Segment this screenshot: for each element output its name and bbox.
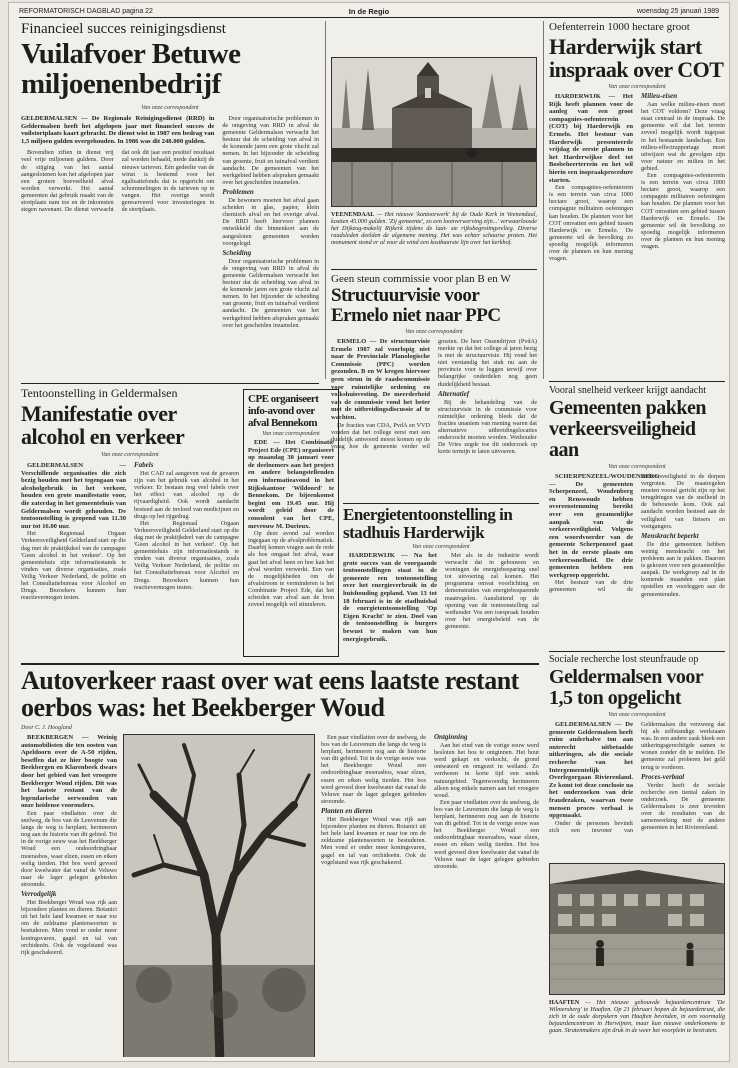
subhead: Scheiding: [222, 248, 252, 257]
photo-caption: HAAFTEN — Het nieuwe gebouwde bejaardencentrum 'De Wilmersberg' te Haaften. Op 21 februari hopen de bejaardenrust, die zich in de oude dorpskern van Haaften bevinden, in een voormalig bejaardencentrum in Herwijnen, maar kun nieuwe onderkomens te gaan. Stratenmakers zijn druk in de weer het voorplein te bestraten.: [549, 999, 725, 1034]
article-byline: Van onze correspondent: [101, 452, 159, 458]
article-body: HARDERWIJK — Het Rijk heeft plannen voor de aanleg van een groot compagnies-oefenterrein (COT) bij Harderwijk en Ermelo. Het bestuur van Harderwijk presenteerde vrijdag de eerste plannen in het Harderwijkse deel tot Bosbeheerterrein en het wil hierin een inspraakprocedure starten. Een compagnies-oefenterrein is een terrein van circa 1000 hectare groot, waarop een compagnie militairen oefeningen kan houden. De plannen voor het COT omvatten een gebied tussen Harderwijk en Ermelo. De gemeente wil de bevolking zo spoedig mogelijk informeren over de plannen en hun mening vragen. Milieu-eisen Aan welke milieu-eisen moet het COT voldoen? Deze vraag staat centraal in de inspraak. De gemeente wil dat het terrein zoveel mogelijk wordt ingepast in het bestaande landschap. Een milieu-effectrapportage moet uitwijzen wat de gevolgen zijn voor natuur en milieu in het gebied. Een compagnies-oefenterrein is een terrein van circa 1000 hectare groot, waarop een compagnie militairen oefeningen kan houden. De plannen voor het COT omvatten een gebied tussen Harderwijk en Ermelo. De gemeente wil de bevolking zo spoedig mogelijk informeren over de plannen en hun mening vragen.: [549, 92, 725, 263]
article-body: HARDERWIJK — Na het grote succes van de voorgaande tentoonstellingen staat in de gemeente een tentoonstelling over het energieverbruik in de huishouding gepland. Van 13 tot 18 februari is in de stadhuishal de energietentoonstelling 'Op Eigen Kracht' te zien. Doel van de tentoonstelling is burgers bewust te maken van hun energiegebruik. Met als in de industrie wordt verwacht dat in gebouwen en woningen de energiebesparing snel tot uitvoering zal komen. Het programma omvat voorlichting en demonstraties van energiebesparende maatregelen. Aansluitend op de opening van de tentoonstelling zal wethouder Vos een toespraak houden over het energiebeleid van de gemeente.: [343, 552, 539, 643]
divider: [21, 383, 319, 384]
caption-place: HAAFTEN: [549, 999, 580, 1006]
article-kicker: Financieel succes reinigingsdienst: [21, 21, 226, 37]
article-vuilafvoer: [21, 21, 319, 379]
subhead: Proces-verbaal: [641, 772, 685, 781]
veenendaal-church-photo: [331, 57, 537, 207]
issue-date: woensdag 25 januari 1989: [636, 8, 719, 15]
haaften-building-photo: [549, 863, 725, 995]
photo-veenendaal-block: [331, 57, 537, 269]
article-kicker: Oefenterrein 1000 hectare groot: [549, 21, 690, 33]
subhead: Problemen: [222, 187, 254, 196]
divider: [343, 503, 539, 504]
subhead: Verrodgelijk: [21, 889, 57, 898]
column-divider: [543, 21, 544, 379]
article-body: GELDERMALSEN — De gemeente Geldermalsen heeft ruim anderhalve ton aan onterecht uitbetaalde uitkeringen, als die sociale recherche van het Intergemeentelijk Overlegorgaan Rivierenland. Ze komt tot deze conclusie na het onderzoeken van drie fraudezaken, waarvan twee mensen proces verbaal is opgemaakt. Onder de personen bevindt zich een inwoner van Geldermalsen die verzweeg dat hij als zelfstandige werkzaam was. In een andere zaak bleek een uitkeringsgerechtigde samen te wonen zonder dit te melden. De gemeente zal proberen het geld terug te vorderen. Proces-verbaal Verder heeft de sociale recherche een tiental zaken in onderzoek. De gemeente Geldermalsen is zeer tevreden over de resultaten van de samenwerking met de andere gemeenten in het Rivierenland.: [549, 721, 725, 834]
article-harderwijk-cot: [549, 21, 725, 377]
subhead: Planten en dieren: [321, 806, 373, 815]
article-body-cols: Een paar vindlatten over de snelweg, de bos van de Leuvenum die langs de weg is herplant, herinneren nog aan de historie van dit gebied. Tot in de vorige eeuw was het Beekberger Woud een ondoordringbaar moerasbos, waar elzen, essen en eiken welig tierden. Het bos werd gevoed door kwelwater dat vanaf de Veluwe naar de lager gelegen gebieden stroomde. Planten en dieren Het Beekberger Woud was rijk aan bijzondere planten en dieren. Botanici uit het hele land kwamen er naar toe om de zeldzame plantensoorten te bestuderen. Men vond er onder meer koningsvaren, gagel en tal van orchideeën. Ook de vogelstand was rijk geschakeerd. Ontginning Aan het eind van de vorige eeuw werd besloten het bos te ontginnen. Het hout werd gekapt en verkocht, de grond ontwaterd en omgezet in weiland. Zo verdween in korte tijd een uniek natuurgebied. Tegenwoordig herinneren alleen nog enkele namen aan het vroegere woud. Een paar vindlatten over de snelweg, de bos van de Leuvenum die langs de weg is herplant, herinneren nog aan de historie van dit gebied. Tot in de vorige eeuw was het Beekberger Woud een ondoordringbaar moerasbos, waar elzen, essen en eiken welig tierden. Het bos werd gevoed door kwelwater dat vanaf de Veluwe naar de lager gelegen gebieden stroomde.: [321, 734, 539, 870]
article-body: Bovendien ziften in dienst vrij veel vrije miljoenen guldens. Door de stijging van het aantal aangeslotenen kon het afgelopen jaar een grotere hoeveelheid afval worden verwerkt. Het aantal gemeenten dat gebruik maakt van de stortplaats nam toe en de inkomsten stegen navenant. De dienst verwacht dat ook dit jaar een positief resultaat zal worden behaald, mede dankzij de nieuwe tarieven. Eén gedeelte van de winst is bestemd voor het egalisatiefonds dat is opgericht om schommelingen in de tarieven op te vangen. Het overige wordt gereserveerd voor investeringen in de stortplaats.: [21, 149, 215, 214]
article-kicker: Sociale recherche lost steunfraude op: [549, 654, 699, 665]
paper-name: REFORMATORISCH DAGBLAD pagina 22: [19, 8, 153, 15]
section-title: In de Regio: [348, 7, 390, 16]
subhead: Menskracht beperkt: [641, 531, 699, 540]
article-body: ERMELO — De structuurvisie Ermelo 1987 zal voorlopig niet naar de Provinciale Planologische Commissie (PPC) worden gezonden. B en W kregen hiervoor geen steun in de raadscommissie voor ruimtelijke ordening en volkshuisvesting. De meerderheid van de commissie vond het beter met de uitbreidingsdiscussie af te wachten. De fracties van CDA, PvdA en VVD vonden dat het college eerst met een duidelijk antwoord moest komen op de vraag hoe de gemeente verder wil groeien. De heer Ossendrijver (PvdA) merkte op dat het college al jaren bezig is met de structuurvisie. Hij vond het niet verstandig het stuk nu aan de provincie voor te leggen terwijl over belangrijke onderdelen nog geen duidelijkheid bestaat. Alternatief Bij de behandeling van de structuurvisie in de commissie voor ruimtelijke ordening bleek dat de fracties unaniem van mening waren dat alternatieve uitbreidingslocaties onderzocht moeten worden. Wethouder De Vries zegde toe dit onderzoek op korte termijn te laten uitvoeren.: [331, 338, 537, 456]
article-kicker: Vooral snelheid verkeer krijgt aandacht: [549, 385, 706, 396]
article-byline: Door C. J. Hoogland: [21, 725, 72, 731]
divider: [549, 651, 725, 652]
subhead: Ontginning: [434, 734, 468, 741]
article-geldermalsen-fraude: [549, 654, 725, 860]
beekberger-woud-tree-photo: [123, 734, 315, 1057]
article-body: GELDERMALSEN — Verschillende organisaties die zich bezig houden met het tegengaan van alcoholgebruik in het verkeer, houden een grote manifestatie voor, die zaterdag in het gemeentehuis van Geldermalsen wordt gehouden. De tentoonstelling is geopend van 11.30 uur tot 16.00 uur. Het Regionaal Orgaan Verkeersveiligheid Gelderland start op die dag met de praktijkdeel van de campagne 'Geen alcohol in het verkeer'. Op het gemeentehuis zijn informatiestands te vinden van diverse organisaties, zoals Veilig Verkeer Nederland, de politie en het Consultatiebureau voor Alcohol en Drugs. Bezoekers kunnen hun reactievermogen testen. Fabels Het CAD zal aangeven wat de gevaren zijn van het gebruik van alcohol in het verkeer. Er bestaan nog veel fabels over het effect van alcohol op de rijvaardigheid. Ook wordt aandacht besteed aan de invloed van medicijnen en drugs op het rijgedrag. Het Regionaal Orgaan Verkeersveiligheid Gelderland start op die dag met de praktijkdeel van de campagne 'Geen alcohol in het verkeer'. Op het gemeentehuis zijn informatiestands te vinden van diverse organisaties, zoals Veilig Verkeer Nederland, de politie en het Consultatiebureau voor Alcohol en Drugs. Bezoekers kunnen hun reactievermogen testen.: [21, 461, 239, 602]
newspaper-page: [8, 2, 730, 1062]
article-cpe-box: [243, 389, 339, 657]
caption-place: VEENENDAAL: [331, 211, 375, 218]
article-body-col: BEEKBERGEN — Weinig automobilisten die ten oosten van Apeldoorn over de A-50 rijden, beseffen dat ze hier boogte van Beekbergen en Klarenbeek dwars door het gebied van het vroegere Beekberger Woud rijden. Dit was het laatste restant van de legendarische oerwouden van onze heidense voorouders. Een paar vindlatten over de snelweg, de bos van de Leuvenum die langs de weg is herplant, herinneren nog aan de historie van dit gebied. Tot in de vorige eeuw was het Beekberger Woud een ondoordringbaar moerasbos, waar elzen, essen en eiken welig tierden. Het bos werd gevoed door kwelwater dat vanaf de Veluwe naar de lager gelegen gebieden stroomde. Verrodgelijk Het Beekberger Woud was rijk aan bijzondere planten en dieren. Botanici uit het hele land kwamen er naar toe om de zeldzame plantensoorten te bestuderen. Men vond er onder meer koningsvaren, gagel en tal van orchideeën. Ook de vogelstand was rijk geschakeerd.: [21, 734, 117, 956]
article-headline: Geldermalsen voor 1,5 ton opgelicht: [549, 666, 703, 709]
photo-haaften-block: [549, 863, 725, 1057]
article-headline: Autoverkeer raast over wat eens laatste restant oerbos was: het Beekberger Woud: [21, 667, 519, 722]
article-byline: Van onze correspondent: [608, 712, 666, 718]
photo-caption: VEENENDAAL — Het nieuwe 'kantoorwerk' bij de Oude Kerk in Veenendaal, kostten 45.000 gulden. 'Zij gemeente', zo een loonverwerving zijn...' verwaarloosde het Dijkzog-makelij Rijkerk tijdens de laat- ste rijksbegrotingsrelieg. Diverse raadsleden deelden de algemene mening. Het was echter schaarse praten. Het monument stond er al voor de wind een kostbaarste lijn over het kerkhof.: [331, 211, 537, 246]
article-byline: Van onze correspondent: [405, 329, 463, 335]
masthead: [19, 6, 719, 18]
article-byline: Van onze correspondent: [141, 105, 199, 111]
divider: [21, 663, 539, 665]
subhead: Milieu-eisen: [641, 92, 678, 100]
article-kicker: Geen steun commissie voor plan B en W: [331, 273, 511, 285]
article-byline: Van onze correspondent: [608, 84, 666, 90]
article-byline: Van onze correspondent: [412, 544, 470, 550]
article-kicker: Tentoonstelling in Geldermalsen: [21, 387, 178, 400]
article-body: EDE — Het Combinatie Project Ede (CPE) organiseert op maandag 30 januari voor de deelnemers aan het project en andere belangstellenden een informatieavond in het Rijkskantoor 'Wildoord' te Bennekom. De bijeenkomst begint om 19.45 uur. Hij wordt geleid door de consulent van het CPE, mevrouw M. Durieux. Op deze avond zal worden ingegaan op de afvalproblematiek. Daarbij komen vragen aan de orde als hoe omgaat het afval, waar gaat het afval heen en hoe kan het afval worden verwerkt. Een van de mogelijkheden om de afvalstroom te verminderen is het Combinatie Project Ede, dat het scheiden van afval aan de bron zoveel mogelijk wil stimuleren.: [248, 439, 334, 609]
article-lead: GELDERMALSEN — De Regionale Reinigingsdienst (RRD) in Geldermalsen heeft het afgelopen jaar met financieel succes de vuilstortplaats kaart gebracht. De dienst wist in 1987 een bedrag van 1,5 miljoen gulden overgehouden. In 1986 was dit 248.000 gulden.: [21, 115, 215, 145]
article-byline: Van onze correspondent: [262, 431, 320, 437]
subhead: Fabels: [134, 461, 154, 469]
article-body: SCHERPENZEEL/WOUDENBERG — De gemeenten Scherpenzeel, Woudenberg en Renswoude hebben overeenstemming bereikt over een gezamenlijke aanpak van de verkeersveiligheid. Volgens een woordvoerder van de gemeente Scherpenzeel gaat het in de eerste plaats om verkeerssnelheid. De drie gemeenten hebben een werkgroep opgericht. Het bestuur van de drie gemeenten wil de verkeersveiligheid in de dorpen vergroten. De maatregelen moeten vooral gericht zijn op het terugdringen van de snelheid in de bebouwde kom. Ook zal aandacht worden besteed aan de veiligheid van fietsers en voetgangers. Menskracht beperkt De drie gemeenten hebben weinig menskracht om het probleem aan te pakken. Daarom is gekozen voor een gezamenlijke aanpak. De werkgroep zal in de komende maanden een plan opstellen en voorleggen aan de gemeenteraden.: [549, 473, 725, 598]
article-verkeersveiligheid: [549, 385, 725, 647]
article-headline: Gemeenten pakken verkeersveiligheid aan: [549, 397, 706, 461]
article-headline: Manifestatie over alcohol en verkeer: [21, 401, 185, 449]
divider: [331, 269, 537, 270]
article-headline: Structuurvisie voor Ermelo niet naar PPC: [331, 285, 501, 326]
article-headline: Vuilafvoer Betuwe miljoenenbedrijf: [21, 38, 241, 100]
article-headline: Energietentoonstelling in stadhuis Harderwijk: [343, 506, 513, 542]
article-beekberger-woud: [21, 667, 539, 1057]
article-body-col: Door organisatorische problemen in de omgeving van RRD in afval de gemeente Geldermalsen verwacht het bestuur dat de scheiding van afval in de komende jaren een grote vlucht zal nemen. In het bijzonder de scheiding van groente, fruit en tuinafval verdient aandacht. De gemeenten van het werkgebied hebben afspraken gemaakt over het gescheiden inzamelen. Problemen De bewoners moeten het afval gaan scheiden in glas, papier, klein chemisch afval en het overige afval. De RRD heeft hiervoor plannen ontwikkeld die binnenkort aan de aangesloten gemeenten worden voorgelegd. Scheiding Door organisatorische problemen in de omgeving van RRD in afval de gemeente Geldermalsen verwacht het bestuur dat de scheiding van afval in de komende jaren een grote vlucht zal nemen. In het bijzonder de scheiding van groente, fruit en tuinafval verdient aandacht. De gemeenten van het werkgebied hebben afspraken gemaakt over het gescheiden inzamelen.: [222, 115, 319, 329]
column-divider: [325, 21, 326, 379]
article-headline: CPE organiseert info-avond over afval Bennekom: [248, 393, 319, 429]
divider: [549, 381, 725, 382]
article-energie: [343, 506, 539, 658]
subhead: Alternatief: [438, 389, 470, 398]
article-ermelo: [331, 273, 537, 503]
article-byline: Van onze correspondent: [608, 464, 666, 470]
article-alcohol: [21, 387, 239, 659]
article-headline: Harderwijk start inspraak over COT: [549, 34, 724, 82]
